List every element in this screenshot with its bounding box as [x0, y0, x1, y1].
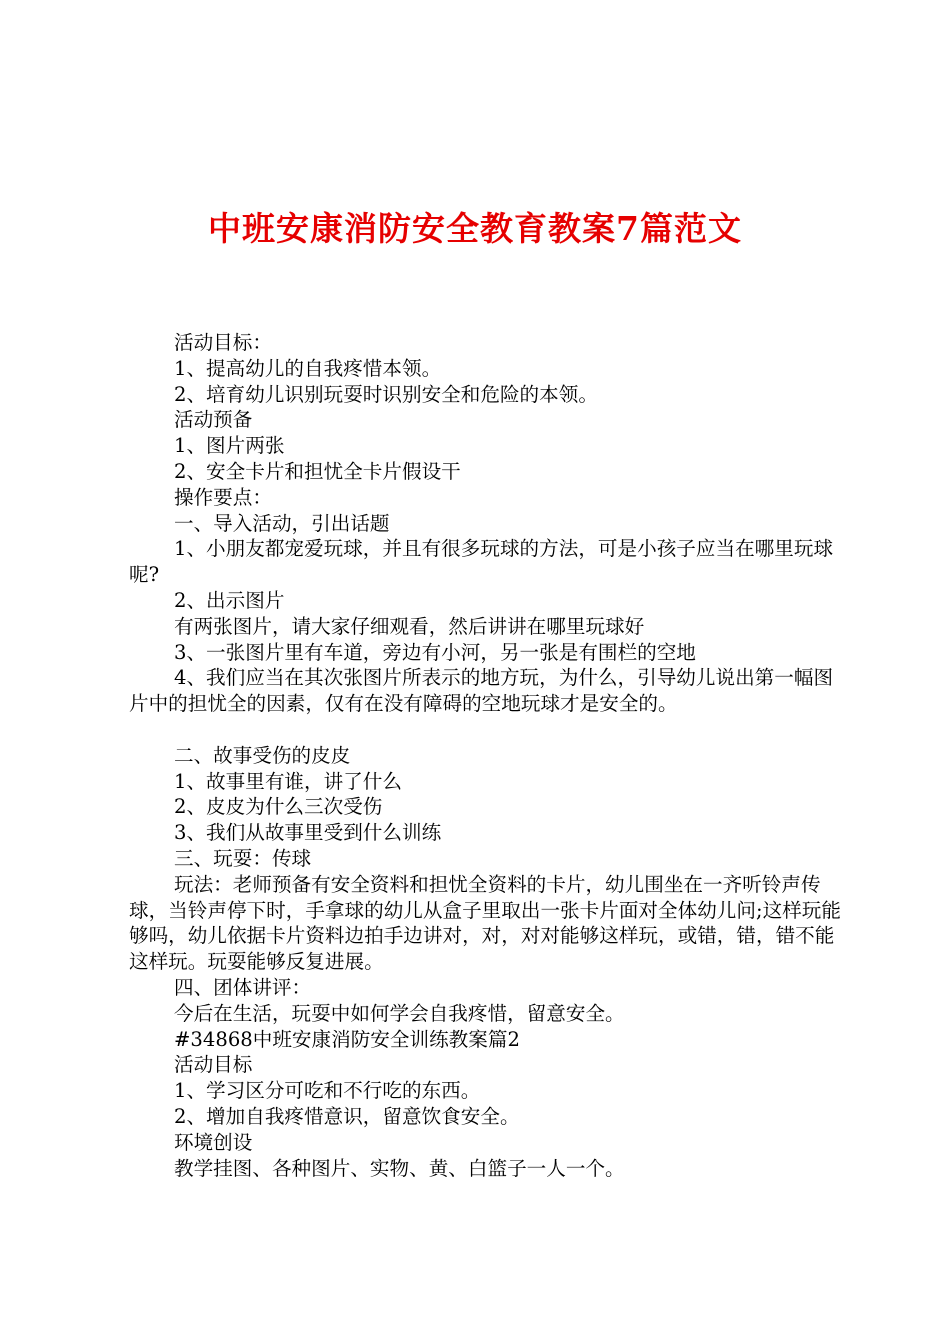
paragraph: 2、培育幼儿识别玩耍时识别安全和危险的本领。 [174, 382, 598, 406]
paragraph: 有两张图片，请大家仔细观看，然后讲讲在哪里玩球好 [174, 614, 645, 638]
paragraph: 3、一张图片里有车道，旁边有小河，另一张是有围栏的空地 [174, 640, 696, 664]
paragraph: 教学挂图、各种图片、实物、黄、白篮子一人一个。 [174, 1156, 625, 1180]
paragraph: 活动目标： [174, 331, 272, 354]
paragraph: 操作要点： [174, 485, 272, 509]
paragraph: 4、我们应当在其次张图片所表示的地方玩，为什么，引导幼儿说出第一幅图片中的担忧全的因素，仅有在没有障碍的空地玩球才是安全的。 [129, 666, 834, 716]
paragraph: 2、皮皮为什么三次受伤 [174, 795, 383, 819]
paragraph: 2、增加自我疼惜意识，留意饮食安全。 [174, 1104, 520, 1128]
document-body [129, 330, 849, 1181]
paragraph: 2、安全卡片和担忧全卡片假设干 [174, 459, 461, 483]
paragraph: 1、小朋友都宠爱玩球，并且有很多玩球的方法，可是小孩子应当在哪里玩球呢? [129, 537, 834, 587]
paragraph: 2、出示图片 [174, 588, 285, 612]
paragraph: 环境创设 [174, 1130, 253, 1154]
paragraph: 一、导入活动，引出话题 [174, 511, 390, 535]
paragraph: 1、提高幼儿的自我疼惜本领。 [174, 356, 442, 380]
document-title: 中班安康消防安全教育教案7篇范文 [208, 209, 742, 248]
paragraph: 今后在生活，玩耍中如何学会自我疼惜，留意安全。 [174, 1001, 625, 1025]
paragraph: 玩法：老师预备有安全资料和担忧全资料的卡片，幼儿围坐在一齐听铃声传球，当铃声停下时，手拿球的幼儿从盒子里取出一张卡片面对全体幼儿问;这样玩能够吗，幼儿依据卡片资料边拍手边讲对，对，对对能够这样玩，或错，错，错不能这样玩。玩耍能够反复进展。 [129, 872, 841, 974]
paragraph: 三、玩耍：传球 [174, 846, 312, 870]
paragraph: 活动目标 [174, 1053, 253, 1077]
paragraph: 四、团体讲评： [174, 975, 312, 999]
paragraph: 1、图片两张 [174, 434, 285, 458]
paragraph: 1、故事里有谁，讲了什么 [174, 769, 402, 793]
paragraph: 活动预备 [174, 408, 253, 432]
paragraph: #34868中班安康消防安全训练教案篇2 [174, 1027, 520, 1051]
paragraph: 二、故事受伤的皮皮 [174, 743, 351, 767]
paragraph: 3、我们从故事里受到什么训练 [174, 821, 442, 845]
paragraph: 1、学习区分可吃和不行吃的东西。 [174, 1079, 481, 1103]
